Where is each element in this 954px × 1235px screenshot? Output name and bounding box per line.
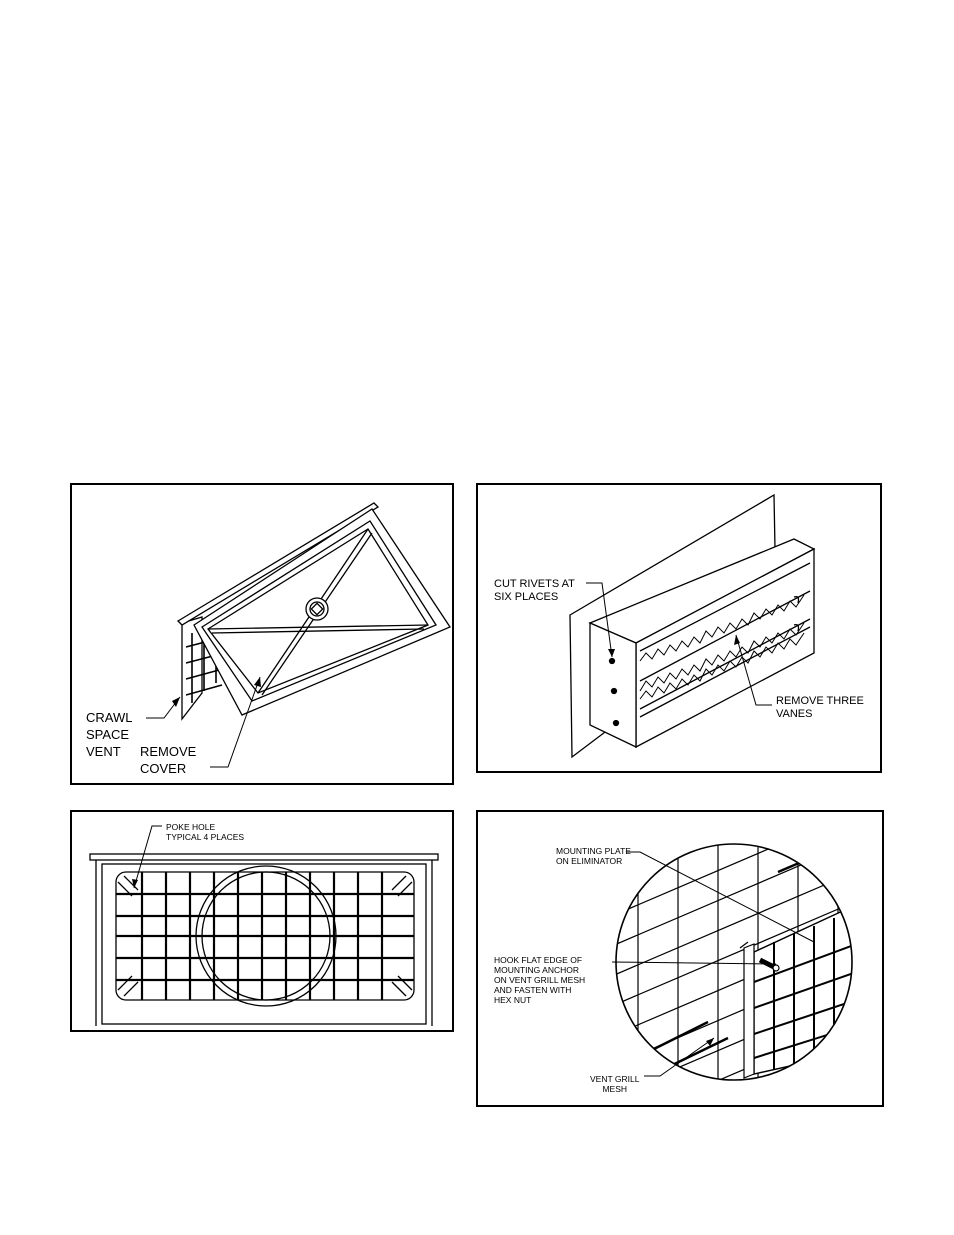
hook-flat-edge-label: HOOK FLAT EDGE OF MOUNTING ANCHOR ON VENT GRILL MESH AND FASTEN WITH HEX NUT: [494, 955, 586, 1005]
panel-mounting-anchor: [476, 810, 884, 1107]
cut-rivets-label: CUT RIVETS AT SIX PLACES: [494, 578, 575, 603]
remove-cover-label: REMOVE COVER: [140, 744, 197, 776]
vane-box-drawing: [478, 485, 882, 773]
remove-three-vanes-label: REMOVE THREE VANES: [776, 695, 864, 720]
crawl-space-vent-label: CRAWL SPACE VENT: [86, 710, 133, 759]
panel-remove-cover: [70, 483, 454, 785]
vent-grill-mesh-label: VENT GRILL MESH: [590, 1074, 640, 1094]
panel-poke-hole: [70, 810, 454, 1032]
grille-front-drawing: [72, 812, 454, 1032]
panel-remove-vanes: [476, 483, 882, 773]
poke-hole-label: POKE HOLE TYPICAL 4 PLACES: [166, 822, 245, 842]
mounting-plate-label: MOUNTING PLATE ON ELIMINATOR: [556, 846, 631, 866]
